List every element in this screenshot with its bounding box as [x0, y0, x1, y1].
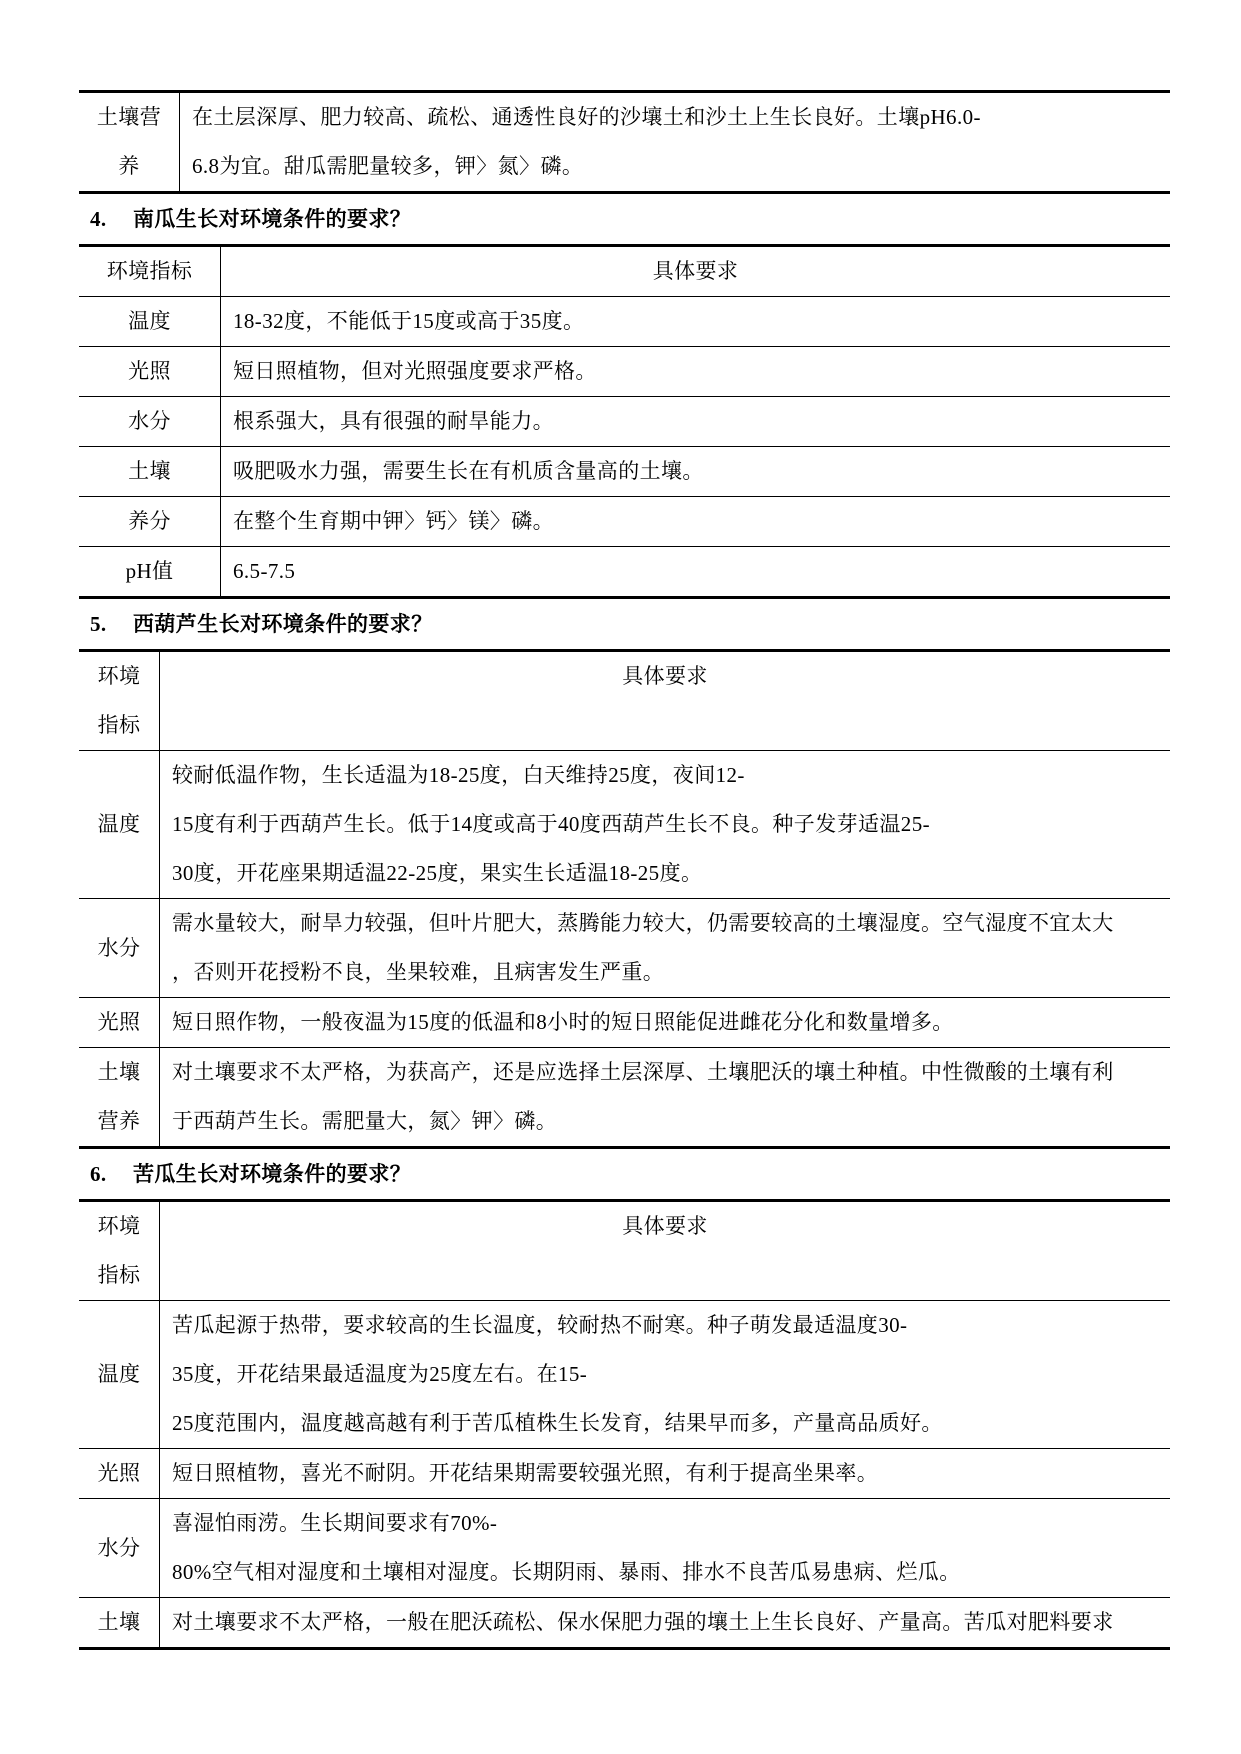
row-label-line: pH值	[125, 559, 174, 583]
table-row	[79, 1300, 1170, 1448]
table-row	[79, 750, 1170, 898]
table-header-row	[79, 1202, 1170, 1300]
table-row	[79, 396, 1170, 446]
row-text-line: 80%空气相对湿度和土壤相对湿度。长期阴雨、暴雨、排水不良苦瓜易患病、烂瓜。	[172, 1560, 961, 1584]
header-label-line: 指标	[97, 713, 141, 737]
section-number: 5.	[90, 612, 107, 636]
row-label-line: 光照	[128, 359, 171, 383]
zucchini-requirements-table	[79, 649, 1170, 1149]
row-text-line: 根系强大，具有很强的耐旱能力。	[233, 409, 554, 433]
row-text-line: 15度有利于西葫芦生长。低于14度或高于40度西葫芦生长不良。种子发芽适温25-	[172, 812, 930, 836]
header-label	[79, 247, 221, 296]
row-label	[79, 899, 160, 997]
row-text-line: 30度，开花座果期适温22-25度，果实生长适温18-25度。	[172, 861, 703, 885]
row-label-line: 光照	[97, 1010, 141, 1034]
table-row-soil-nutrition	[79, 93, 1170, 191]
row-label-line: 水分	[128, 409, 171, 433]
pumpkin-requirements-table	[79, 244, 1170, 599]
row-content	[160, 1598, 1170, 1647]
row-label-line: 光照	[97, 1461, 141, 1485]
row-label	[79, 297, 221, 346]
row-text-line: 于西葫芦生长。需肥量大，氮〉钾〉磷。	[172, 1109, 558, 1133]
row-text-line: 在土层深厚、肥力较高、疏松、通透性良好的沙壤土和沙土上生长良好。土壤pH6.0-	[192, 105, 981, 129]
section-heading-zucchini	[79, 599, 1170, 649]
row-label-line: 温度	[97, 1362, 141, 1386]
row-label-line: 养分	[128, 509, 171, 533]
table-row	[79, 1498, 1170, 1597]
row-label	[79, 1499, 160, 1597]
header-text: 具体要求	[622, 1214, 708, 1238]
row-text-line: 短日照作物，一般夜温为15度的低温和8小时的短日照能促进雌花分化和数量增多。	[172, 1010, 954, 1034]
row-label	[79, 1449, 160, 1498]
row-label	[79, 547, 221, 596]
row-text-line: 需水量较大，耐旱力较强，但叶片肥大，蒸腾能力较大，仍需要较高的土壤湿度。空气湿度不宜太大	[172, 911, 1114, 935]
table-header-row	[79, 247, 1170, 296]
row-label-line: 水分	[97, 935, 141, 960]
bitter-melon-requirements-table	[79, 1199, 1170, 1650]
section-number: 6.	[90, 1162, 107, 1186]
table-row	[79, 1597, 1170, 1647]
row-content	[160, 899, 1170, 997]
row-label-line: 土壤营	[96, 105, 162, 129]
row-text-line: 25度范围内，温度越高越有利于苦瓜植株生长发育，结果早而多，产量高品质好。	[172, 1411, 943, 1435]
table-row	[79, 898, 1170, 997]
row-text-line: 吸肥吸水力强，需要生长在有机质含量高的土壤。	[233, 459, 704, 483]
row-content	[160, 1449, 1170, 1498]
row-label	[79, 998, 160, 1047]
table-row	[79, 446, 1170, 496]
row-text-line: 在整个生育期中钾〉钙〉镁〉磷。	[233, 509, 554, 533]
row-content	[221, 347, 1170, 396]
row-text-line: 对土壤要求不太严格，一般在肥沃疏松、保水保肥力强的壤土上生长良好、产量高。苦瓜对肥料要求	[172, 1610, 1114, 1634]
row-content	[180, 93, 1170, 191]
table-row	[79, 296, 1170, 346]
header-label-line: 环境	[97, 1214, 141, 1238]
header-label-line: 指标	[97, 1263, 141, 1287]
table-row	[79, 997, 1170, 1047]
row-content	[221, 447, 1170, 496]
row-text-line: 短日照植物，但对光照强度要求严格。	[233, 359, 597, 383]
row-content	[221, 547, 1170, 596]
document-page	[79, 90, 1170, 1650]
row-text-line: 苦瓜起源于热带，要求较高的生长温度，较耐热不耐寒。种子萌发最适温度30-	[172, 1313, 908, 1337]
table-row	[79, 1448, 1170, 1498]
header-label-line: 环境	[97, 664, 141, 688]
row-label	[79, 1301, 160, 1448]
row-text-line: 18-32度，不能低于15度或高于35度。	[233, 309, 585, 333]
header-content	[160, 652, 1170, 750]
row-content	[160, 1048, 1170, 1146]
row-label-line: 土壤	[97, 1060, 141, 1084]
row-label-line: 土壤	[128, 459, 171, 483]
row-label	[79, 497, 221, 546]
header-label	[79, 1202, 160, 1300]
melon-requirements-table-continued	[79, 90, 1170, 194]
row-label	[79, 447, 221, 496]
row-label	[79, 1598, 160, 1647]
row-label-line: 温度	[97, 812, 141, 836]
row-text-line: 喜湿怕雨涝。生长期间要求有70%-	[172, 1511, 498, 1535]
section-title: 南瓜生长对环境条件的要求？	[133, 207, 412, 231]
row-label	[79, 751, 160, 898]
row-text-line: ，否则开花授粉不良，坐果较难，且病害发生严重。	[172, 960, 665, 984]
row-content	[160, 751, 1170, 898]
row-text-line: 35度，开花结果最适温度为25度左右。在15-	[172, 1362, 588, 1386]
row-label	[79, 93, 180, 191]
section-title: 苦瓜生长对环境条件的要求？	[133, 1162, 412, 1186]
table-row	[79, 546, 1170, 596]
row-label	[79, 347, 221, 396]
row-text-line: 6.5-7.5	[233, 559, 296, 583]
row-label-line: 营养	[97, 1109, 141, 1133]
row-label-line: 水分	[97, 1535, 141, 1560]
header-content	[160, 1202, 1170, 1300]
row-text-line: 短日照植物，喜光不耐阴。开花结果期需要较强光照，有利于提高坐果率。	[172, 1461, 879, 1485]
header-text: 具体要求	[652, 259, 739, 283]
table-row	[79, 1047, 1170, 1146]
row-content	[221, 397, 1170, 446]
table-row	[79, 496, 1170, 546]
row-content	[221, 497, 1170, 546]
row-content	[160, 1499, 1170, 1597]
header-label	[79, 652, 160, 750]
row-label-line: 养	[118, 154, 140, 178]
header-content	[221, 247, 1170, 296]
header-text: 具体要求	[622, 664, 708, 688]
section-heading-bitter-melon	[79, 1149, 1170, 1199]
row-text-line: 较耐低温作物，生长适温为18-25度，白天维持25度，夜间12-	[172, 763, 745, 787]
row-text-line: 对土壤要求不太严格，为获高产，还是应选择土层深厚、土壤肥沃的壤土种植。中性微酸的土壤有利	[172, 1060, 1114, 1084]
row-content	[160, 1301, 1170, 1448]
table-header-row	[79, 652, 1170, 750]
row-label	[79, 1048, 160, 1146]
row-content	[160, 998, 1170, 1047]
row-label	[79, 397, 221, 446]
header-label-line: 环境指标	[106, 259, 193, 283]
row-text-line: 6.8为宜。甜瓜需肥量较多，钾〉氮〉磷。	[192, 154, 584, 178]
row-content	[221, 297, 1170, 346]
section-title: 西葫芦生长对环境条件的要求？	[133, 612, 433, 636]
section-heading-pumpkin	[79, 194, 1170, 244]
section-number: 4.	[90, 207, 107, 231]
row-label-line: 土壤	[97, 1610, 141, 1634]
table-row	[79, 346, 1170, 396]
row-label-line: 温度	[128, 309, 171, 333]
